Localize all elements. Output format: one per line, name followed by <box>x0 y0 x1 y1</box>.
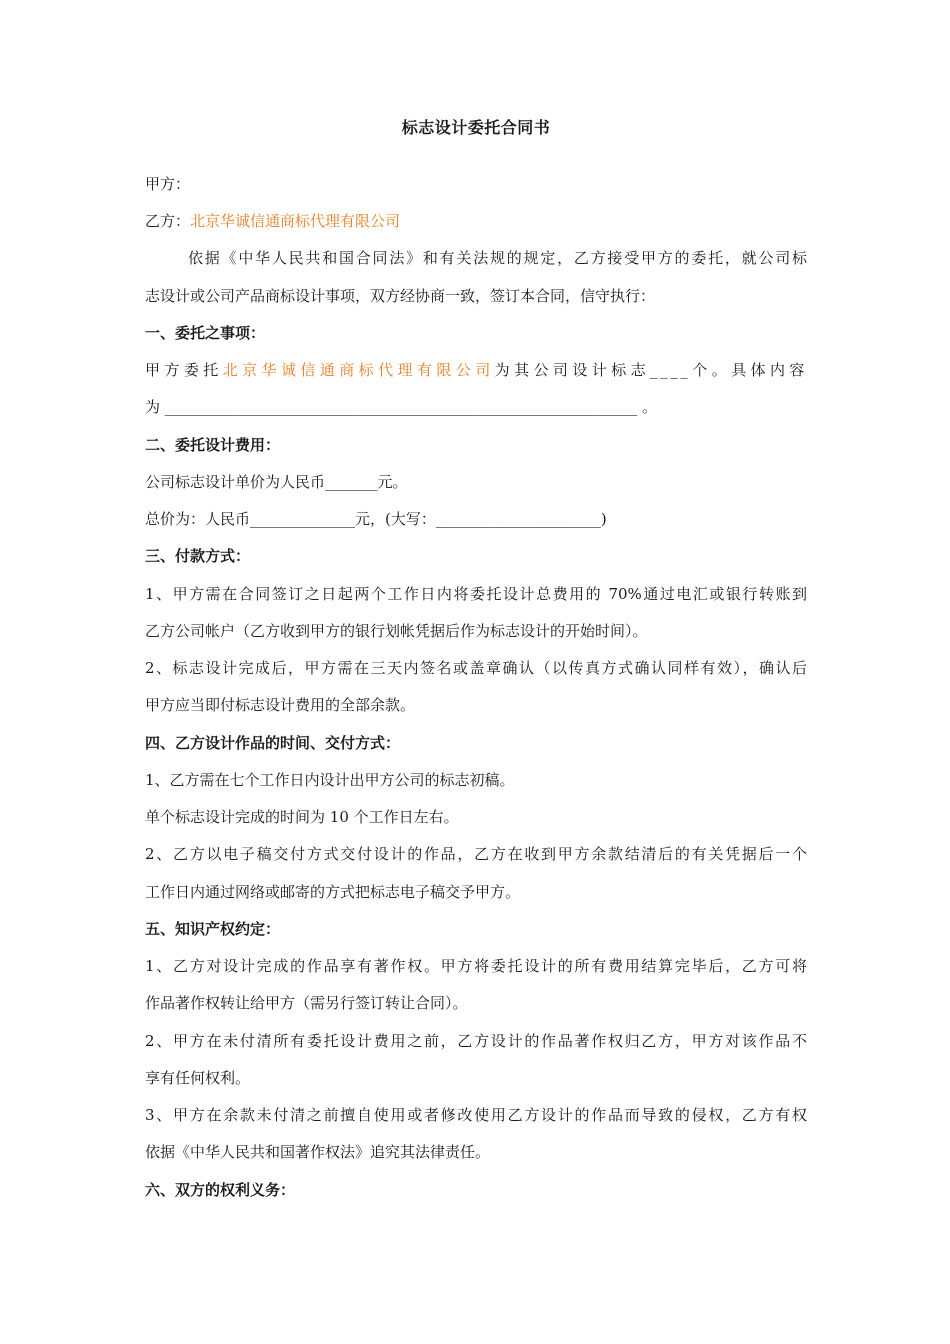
section-4-p2-line-1: 2、乙方以电子稿交付方式交付设计的作品，乙方在收到甲方余款结清后的有关凭据后一个 <box>145 845 807 863</box>
party-a-label: 甲方： <box>145 175 191 193</box>
section-4-heading: 四、乙方设计作品的时间、交付方式： <box>145 734 401 752</box>
section-6-heading: 六、双方的权利义务： <box>145 1181 296 1199</box>
section-3-p2-line-1: 2、标志设计完成后，甲方需在三天内签名或盖章确认（以传真方式确认同样有效），确认后 <box>145 659 807 677</box>
party-b-line <box>145 210 807 232</box>
section-2-unit-price: 公司标志设计单价为人民币_______元。 <box>145 473 408 491</box>
party-b-label: 乙方： <box>145 212 191 230</box>
section-5-p2-line-1: 2、甲方在未付清所有委托设计费用之前，乙方设计的作品著作权归乙方，甲方对该作品不 <box>145 1032 807 1050</box>
section-5-p1-line-1: 1、乙方对设计完成的作品享有著作权。甲方将委托设计的所有费用结算完毕后，乙方可将 <box>145 957 807 975</box>
section-3-p1-line-1: 1、甲方需在合同签订之日起两个工作日内将委托设计总费用的 70%通过电汇或银行转账到 <box>145 585 807 603</box>
section-4-p2-line-2: 工作日内通过网络或邮寄的方式把标志电子稿交予甲方。 <box>145 883 521 901</box>
section-5-heading: 五、知识产权约定： <box>145 920 281 938</box>
section-1-line-2: 为 _______________________________________________________________ 。 <box>145 398 658 416</box>
section-1-line-1 <box>145 359 807 381</box>
section-5-p1-line-2: 作品著作权转让给甲方（需另行签订转让合同）。 <box>145 994 468 1012</box>
section-4-p1: 1、乙方需在七个工作日内设计出甲方公司的标志初稿。 <box>145 771 515 789</box>
party-a-line <box>145 173 807 195</box>
section-3-heading: 三、付款方式： <box>145 547 251 565</box>
preamble-line-1: 依据《中华人民共和国合同法》和有关法规的规定，乙方接受甲方的委托，就公司标 <box>188 249 807 267</box>
preamble-line-2: 志设计或公司产品商标设计事项，双方经协商一致，签订本合同，信守执行： <box>145 287 656 305</box>
section-3-p1-line-2: 乙方公司帐户（乙方收到甲方的银行划帐凭据后作为标志设计的开始时间）。 <box>145 622 648 640</box>
section-5-p3-line-2: 依据《中华人民共和国著作权法》追究其法律责任。 <box>145 1143 491 1161</box>
section-2-total-price: 总价为：人民币______________元，(大写：______________________) <box>145 510 607 528</box>
section-5-p2-line-2: 享有任何权利。 <box>145 1069 251 1087</box>
section-3-p2-line-2: 甲方应当即付标志设计费用的全部余款。 <box>145 696 416 714</box>
section-4-p1b: 单个标志设计完成的时间为 10 个工作日左右。 <box>145 808 459 826</box>
section-1-line-1-post: 为其公司设计标志____个。具体内容 <box>494 361 807 379</box>
document-title: 标志设计委托合同书 <box>401 118 551 137</box>
section-1-company-name: 北京华诚信通商标代理有限公司 <box>222 361 495 379</box>
section-2-heading: 二、委托设计费用： <box>145 436 281 454</box>
party-b-company-name: 北京华诚信通商标代理有限公司 <box>190 212 401 230</box>
section-1-heading: 一、委托之事项： <box>145 324 266 342</box>
section-1-line-1-pre: 甲方委托 <box>145 361 223 379</box>
section-5-p3-line-1: 3、甲方在余款未付清之前擅自使用或者修改使用乙方设计的作品而导致的侵权，乙方有权 <box>145 1106 807 1124</box>
